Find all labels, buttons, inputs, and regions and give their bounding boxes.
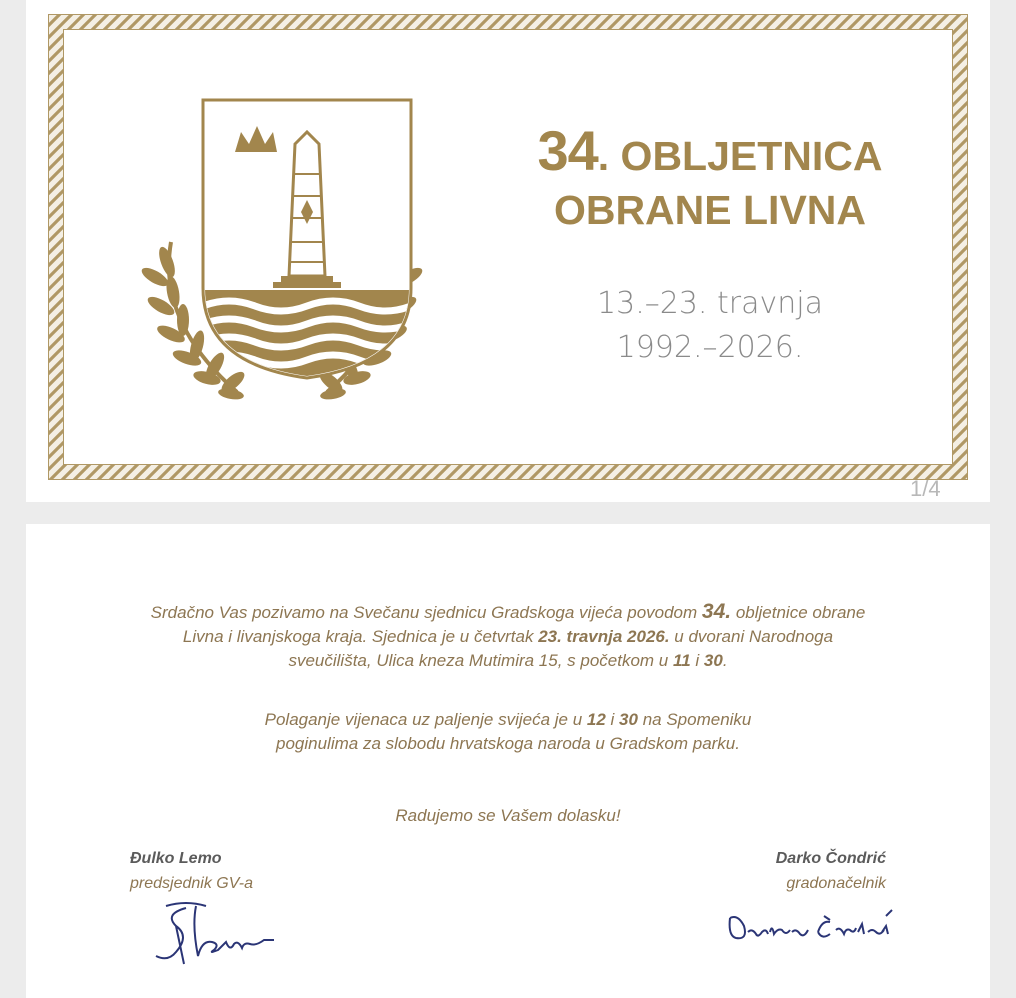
text-span: obljetnice obrane xyxy=(731,603,866,622)
session-date: 23. travnja 2026. xyxy=(538,627,670,646)
signer-left-title: predsjednik GV-a xyxy=(130,875,254,892)
invitation-card xyxy=(26,0,990,502)
anniversary-number: 34 xyxy=(537,119,598,182)
dates-line2: 1992.–2026. xyxy=(616,329,804,365)
signer-left xyxy=(130,848,270,898)
signature-left xyxy=(146,896,276,966)
text-span: . xyxy=(722,651,728,670)
text-span: na Spomeniku xyxy=(637,710,752,729)
page-indicator: 1/4 xyxy=(910,476,941,501)
anniversary-number-bold: 34. xyxy=(701,600,732,623)
wreath-hour: 12 xyxy=(586,710,606,729)
signer-right xyxy=(736,848,886,898)
title-line2: OBRANE LIVNA xyxy=(553,186,867,233)
session-minute: 30 xyxy=(703,651,723,670)
signature-right xyxy=(726,906,926,946)
closing-line: Radujemo se Vašem dolasku! xyxy=(395,806,621,825)
text-span: Livna i livanjskoga kraja. Sjednica je u četvrtak xyxy=(182,627,539,646)
text-span: i xyxy=(605,710,620,729)
text-span: i xyxy=(690,651,704,670)
signer-right-title: gradonačelnik xyxy=(786,875,886,892)
text-span: Polaganje vijenaca uz paljenje svijeća je u xyxy=(264,710,587,729)
dates-line1: 13.–23. travnja xyxy=(597,286,823,321)
signer-left-name: Đulko Lemo xyxy=(130,850,222,867)
wreath-minute: 30 xyxy=(619,710,638,729)
text-span: sveučilišta, Ulica kneza Mutimira 15, s početkom u xyxy=(288,651,673,670)
signer-right-name: Darko Čondrić xyxy=(775,850,886,867)
text-span: Srdačno Vas pozivamo na Svečanu sjednicu Gradskoga vijeća povodom xyxy=(150,603,702,622)
invitation-paragraph xyxy=(116,600,900,673)
coat-of-arms-icon xyxy=(127,92,437,402)
session-hour: 11 xyxy=(673,651,691,670)
wreath-paragraph xyxy=(116,708,900,756)
title-line1: . OBLJETNICA xyxy=(597,133,883,179)
anniversary-title xyxy=(460,120,960,235)
text-span: u dvorani Narodnoga xyxy=(669,627,834,646)
event-dates xyxy=(460,282,960,369)
text-span: poginulima za slobodu hrvatskoga naroda u Gradskom parku. xyxy=(276,734,740,753)
letter-card xyxy=(26,524,990,998)
